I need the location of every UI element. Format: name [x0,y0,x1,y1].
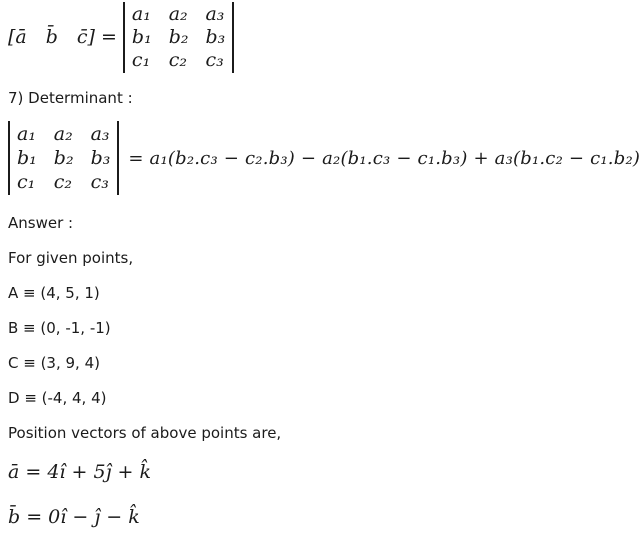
matrix-cell: a₃ [205,2,225,25]
vector-b-equation: b̄ = 0î − ĵ − k̂ [8,506,140,528]
matrix-cell: b₂ [53,147,74,169]
matrix-grid [10,121,117,195]
point-d: D ≡ (-4, 4, 4) [8,389,107,407]
matrix-cell: a₁ [17,123,36,145]
matrix-cell: b₃ [90,147,111,169]
given-points-label: For given points, [8,249,134,267]
determinant-expansion-equation [8,120,643,196]
matrix-cell: c₂ [168,48,187,71]
determinant-expansion: = a₁(b₂.c₃ − c₂.b₃) − a₂(b₁.c₃ − c₁.b₃) + a₃(b₁.c₂ − c₁.b₂) [128,147,641,169]
matrix-cell: b₁ [17,147,37,169]
section-heading: 7) Determinant : [8,89,133,107]
matrix-cell: c₃ [90,171,109,193]
matrix-grid [125,2,232,73]
point-a: A ≡ (4, 5, 1) [8,284,100,302]
matrix-cell: b₁ [131,25,152,48]
point-c: C ≡ (3, 9, 4) [8,354,100,372]
determinant-right-bar [232,2,234,73]
determinant-matrix [123,2,234,73]
triple-product-lhs: [ā b̄ c̄] = [8,26,117,48]
matrix-cell: b₂ [168,25,189,48]
vector-a-equation: ā = 4î + 5ĵ + k̂ [8,461,151,483]
matrix-cell: a₂ [168,2,188,25]
matrix-cell: c₃ [205,48,224,71]
point-b: B ≡ (0, -1, -1) [8,319,111,337]
matrix-cell: c₂ [53,171,73,193]
matrix-cell: c₁ [131,48,151,71]
matrix-cell: b₃ [205,25,226,48]
matrix-cell: a₂ [53,123,73,145]
position-vectors-label: Position vectors of above points are, [8,424,282,442]
scalar-triple-product-equation [8,2,643,72]
matrix-cell: c₁ [17,171,36,193]
determinant-matrix [8,121,119,195]
answer-label: Answer : [8,214,74,232]
determinant-right-bar [117,121,119,195]
matrix-cell: a₃ [90,123,110,145]
matrix-cell: a₁ [131,2,151,25]
